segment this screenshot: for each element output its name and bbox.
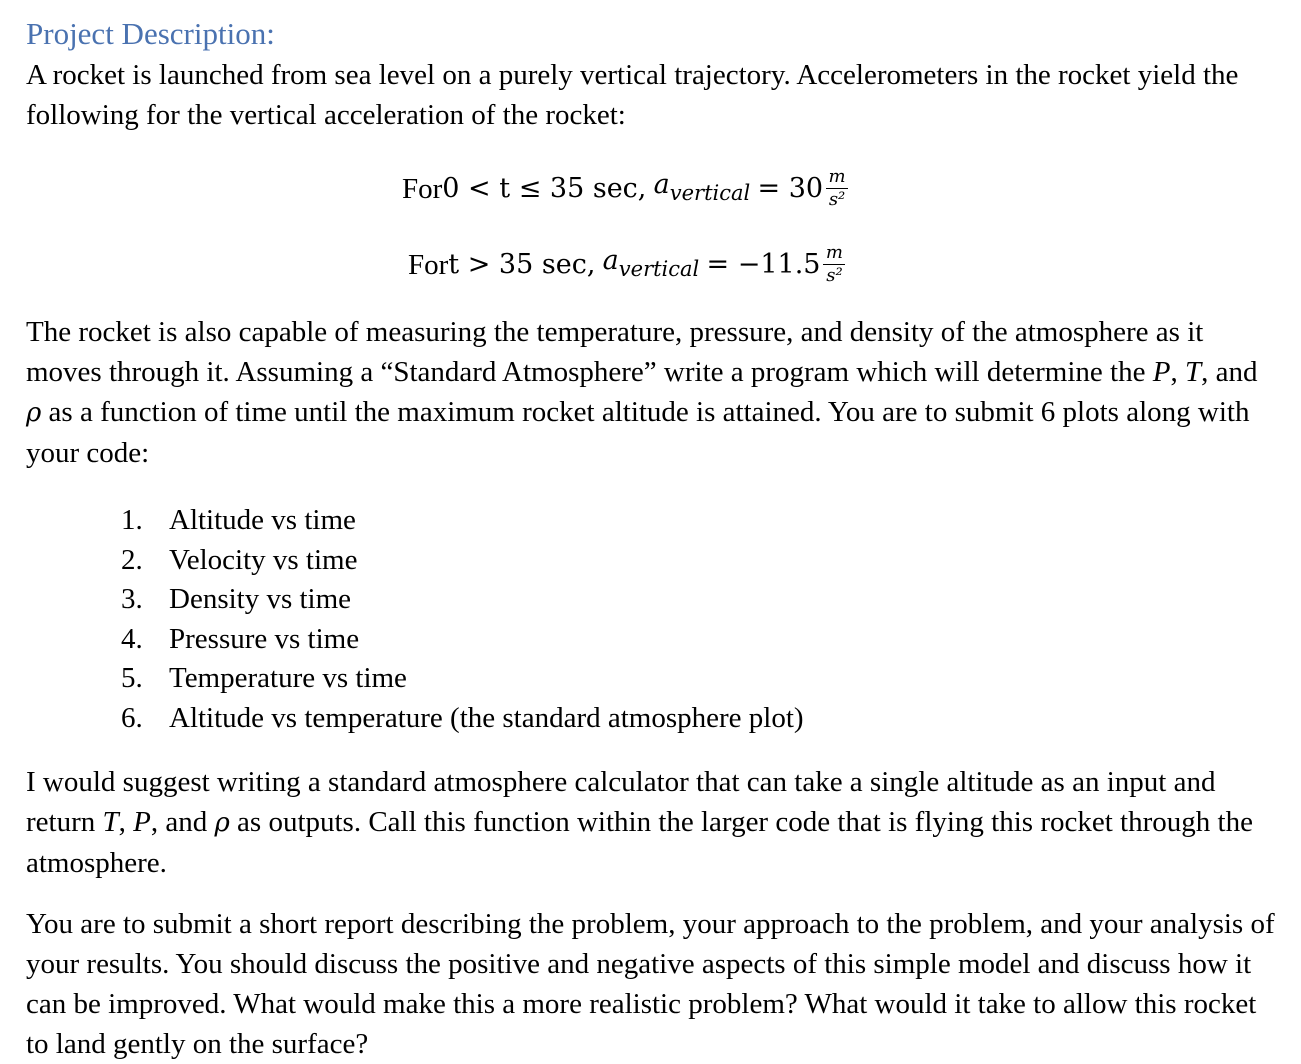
list-item: 2. Velocity vs time bbox=[121, 543, 358, 576]
equation-2-prefix: For bbox=[408, 248, 449, 281]
suggestion-paragraph: I would suggest writing a standard atmosphere calculator that can take a single altitude as an input and return T, P, and ρ as outputs. Call this function within the larger code that is flying this rocket through the atmosphere. bbox=[26, 765, 1253, 879]
report-paragraph: You are to submit a short report describing the problem, your approach to the problem, and your analysis of your results. You should discuss the positive and negative aspects of this simple model and discuss how it can be improved. What would make this a more realistic problem? What would it take to allow this rocket to land gently on the surface? bbox=[26, 907, 1275, 1060]
equation-2-unit-numerator: m bbox=[825, 241, 843, 263]
equation-2 bbox=[408, 240, 1275, 290]
requirements-paragraph: The rocket is also capable of measuring the temperature, pressure, and density of the atmosphere as it moves through it. Assuming a “Standard Atmosphere” write a program which will determine the P, T, and ρ as a function of time until the maximum rocket altitude is attained. You are to submit 6 plots along with your code: bbox=[26, 316, 1258, 469]
equation-1-subscript: vertical bbox=[669, 181, 751, 205]
equation-2-lhs: a bbox=[602, 245, 619, 276]
equation-2-rhs: = −11.5 bbox=[706, 248, 821, 280]
equation-2-subscript: vertical bbox=[618, 257, 700, 281]
list-item: 5. Temperature vs time bbox=[121, 662, 407, 695]
list-item: 3. Density vs time bbox=[121, 583, 352, 616]
equation-2-condition: t > 35 sec, bbox=[448, 248, 596, 280]
list-item: 6. Altitude vs temperature (the standard atmosphere plot) bbox=[121, 701, 804, 734]
list-item: 4. Pressure vs time bbox=[121, 622, 360, 655]
intro-paragraph: A rocket is launched from sea level on a purely vertical trajectory. Accelerometers in the rocket yield the following for the vertical acceleration of the rocket: bbox=[26, 59, 1239, 131]
equation-1-lhs: a bbox=[653, 169, 670, 200]
equation-1-condition: 0 < t ≤ 35 sec, bbox=[442, 172, 647, 204]
equation-1-rhs: = 30 bbox=[757, 172, 824, 204]
section-heading: Project Description: bbox=[26, 16, 275, 51]
equation-1-unit-denominator: s² bbox=[828, 189, 846, 211]
plots-list bbox=[121, 501, 1275, 739]
equation-2-unit bbox=[823, 241, 845, 287]
list-item: 1. Altitude vs time bbox=[121, 504, 356, 536]
equation-1-unit-numerator: m bbox=[828, 165, 846, 187]
equation-2-unit-denominator: s² bbox=[826, 265, 843, 287]
equation-1-prefix: For bbox=[402, 172, 443, 205]
equation-1-unit bbox=[826, 165, 848, 211]
equation-1 bbox=[402, 164, 1275, 214]
